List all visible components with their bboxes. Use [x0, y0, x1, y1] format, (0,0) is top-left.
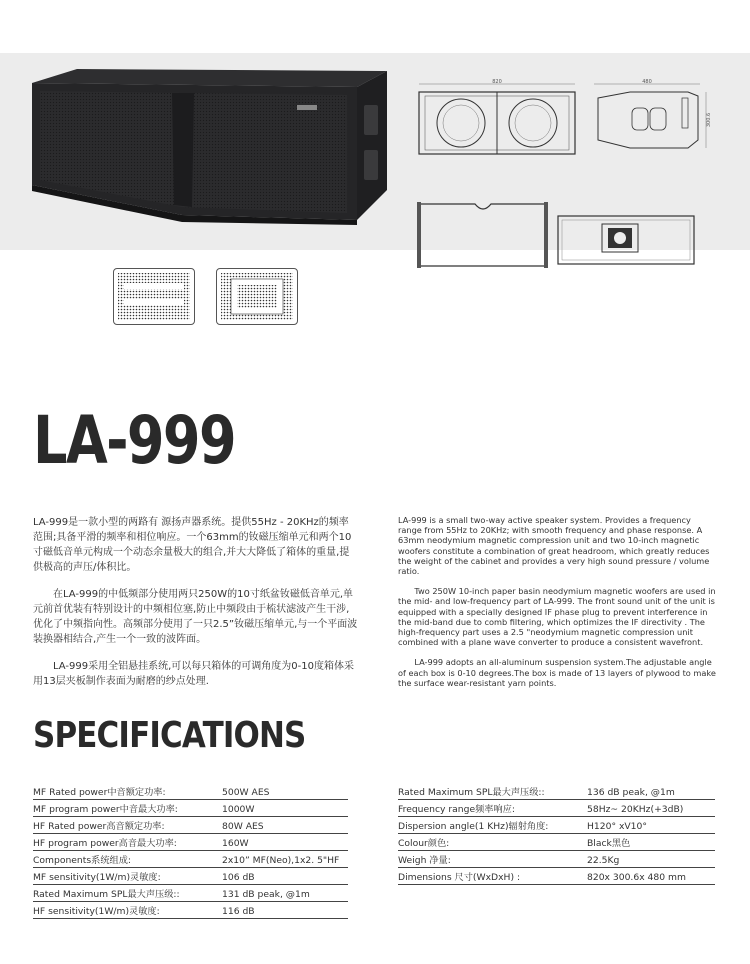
spec-row — [398, 868, 715, 885]
side-width-dimension: 480 — [642, 79, 652, 85]
rigging-diagram-thumbnail — [216, 268, 298, 325]
spec-value: 1000W — [222, 800, 348, 817]
specifications-heading: SPECIFICATIONS — [33, 715, 306, 756]
spec-label: Colour颜色: — [398, 834, 587, 851]
spec-label: Components系统组成: — [33, 851, 222, 868]
spec-label: MF program power中音最大功率: — [33, 800, 222, 817]
spec-value: 136 dB peak, @1m — [587, 783, 715, 800]
spec-row — [33, 885, 348, 902]
spec-label: HF program power高音最大功率: — [33, 834, 222, 851]
cn-paragraph: 在LA-999的中低频部分使用两只250W的10寸纸盆钕磁低音单元,单元前首优装有特别设计的中频相位塞,防止中频段由于梳状滤波产生干涉,优化了中频指向性。高频部分使用了一只2.5”钕磁压缩单元,与一个平面波装换器相结合,产生一个一致的波阵面。 — [33, 589, 358, 645]
spec-row — [33, 851, 348, 868]
specs-table-right — [398, 783, 715, 885]
spec-label: Rated Maximum SPL最大声压级:: — [398, 783, 587, 800]
spec-value: 500W AES — [222, 783, 348, 800]
spec-label: MF sensitivity(1W/m)灵敏度: — [33, 868, 222, 885]
spec-value: 116 dB — [222, 902, 348, 919]
spec-value: 820x 300.6x 480 mm — [587, 868, 715, 885]
spec-row — [398, 851, 715, 868]
spec-row — [398, 800, 715, 817]
spec-row — [398, 783, 715, 800]
top-view-drawing — [415, 196, 550, 272]
description-english — [398, 515, 716, 698]
spec-value: 22.5Kg — [587, 851, 715, 868]
spec-value: 131 dB peak, @1m — [222, 885, 348, 902]
spec-value: H120° xV10° — [587, 817, 715, 834]
spec-value: 58Hz~ 20KHz(+3dB) — [587, 800, 715, 817]
side-view-drawing — [590, 78, 715, 158]
cn-paragraph: LA-999采用全铝悬挂系统,可以每只箱体的可调角度为0-10度箱体采用13层夹板制作表面为耐磨的纱点处理. — [33, 661, 354, 687]
model-title: LA-999 — [33, 402, 235, 479]
back-view-drawing — [556, 212, 696, 268]
side-height-dimension: 300.6 — [706, 112, 712, 128]
en-paragraph: Two 250W 10-inch paper basin neodymium magnetic woofers are used in the mid- and low-frequency part of LA-999. The front sound unit of the unit is equipped with a specially designed IF phase plug to prevent interference in the mid-band due to comb filtering, which optimizes the IF directivity . The high-frequency part uses a 2.5 "neodymium magnetic compression unit combined with a plane wave converter to produce a consistent wavefront. — [398, 586, 716, 648]
spec-row — [33, 902, 348, 919]
cn-paragraph: LA-999是一款小型的两路有 源扬声器系统。提供55Hz - 20KHz的频率范围;具备平滑的频率和相位响应。一个63mm的钕磁压缩单元和两个10寸磁低音单元构成一个动态余量极大的组合,并大大降低了箱体的重量,提供极高的声压/体积比。 — [33, 517, 352, 573]
description-chinese — [33, 515, 358, 701]
spec-value: 160W — [222, 834, 348, 851]
spec-label: Dimensions 尺寸(WxDxH) : — [398, 868, 587, 885]
speaker-photo — [22, 65, 392, 230]
spec-row — [33, 800, 348, 817]
spec-label: MF Rated power中音额定功率: — [33, 783, 222, 800]
spec-value: 80W AES — [222, 817, 348, 834]
spec-row — [33, 834, 348, 851]
front-width-dimension: 820 — [492, 79, 502, 85]
en-paragraph: LA-999 is a small two-way active speaker system. Provides a frequency range from 55Hz to 20KHz; with smooth frequency and phase response. A 63mm neodymium magnetic compression unit and two 10-inch magnetic woofers constitute a combination of great headroom, which greatly reduces the weight of the cabinet and provides a very high sound pressure / volume ratio. — [398, 515, 710, 577]
spec-row — [33, 817, 348, 834]
spec-label: Dispersion angle(1 KHz)辐射角度: — [398, 817, 587, 834]
spec-label: HF sensitivity(1W/m)灵敏度: — [33, 902, 222, 919]
spec-label: Weigh 净量: — [398, 851, 587, 868]
spec-value: 2x10” MF(Neo),1x2. 5"HF — [222, 851, 348, 868]
en-paragraph: LA-999 adopts an all-aluminum suspension system.The adjustable angle of each box is 0-10 degrees.The box is made of 13 layers of plywood to make the surface wear-resistant yarn points. — [398, 657, 716, 688]
spec-row — [398, 817, 715, 834]
spec-label: Rated Maximum SPL最大声压级:: — [33, 885, 222, 902]
spec-row — [33, 783, 348, 800]
front-view-drawing — [415, 78, 580, 158]
spec-value: 106 dB — [222, 868, 348, 885]
spec-label: HF Rated power高音额定功率: — [33, 817, 222, 834]
specs-table-left — [33, 783, 348, 919]
spec-value: Black黑色 — [587, 834, 715, 851]
spec-label: Frequency range频率响应: — [398, 800, 587, 817]
spec-row — [398, 834, 715, 851]
suspension-diagram-thumbnail — [113, 268, 195, 325]
spec-row — [33, 868, 348, 885]
